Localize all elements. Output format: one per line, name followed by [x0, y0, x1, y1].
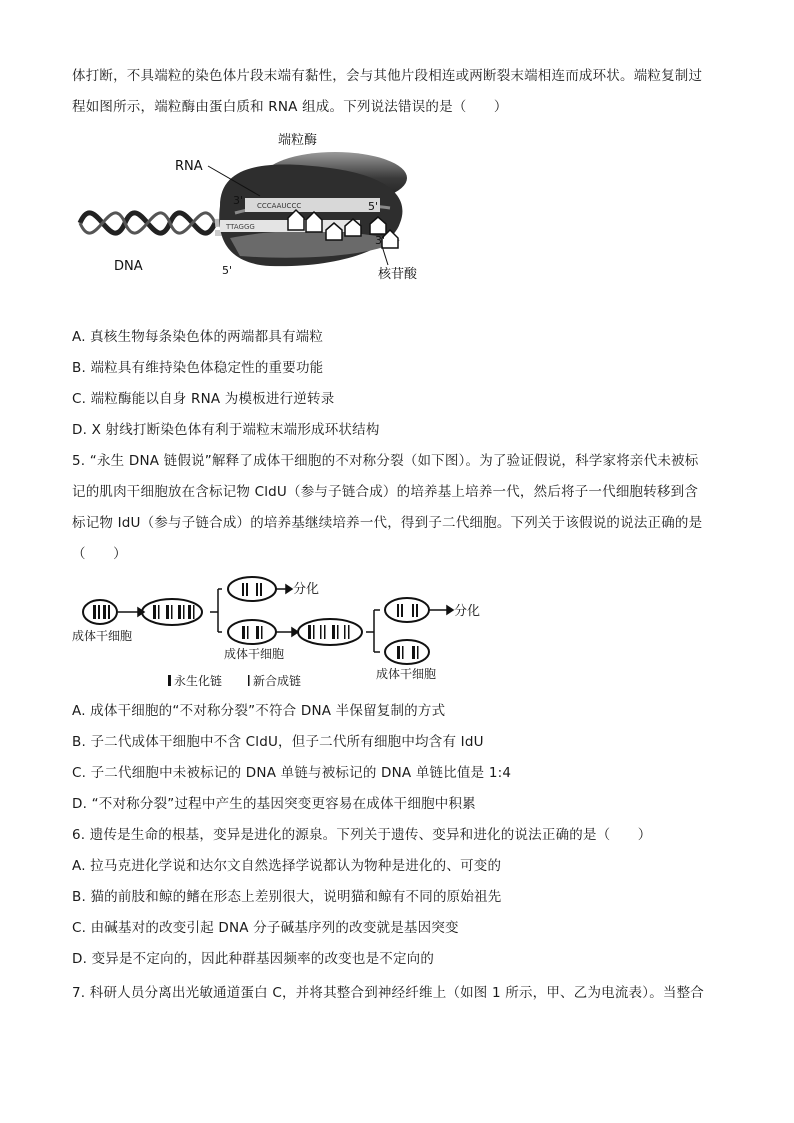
- telomerase-enzyme: [219, 152, 407, 266]
- q5-option-a: A. 成体干细胞的“不对称分裂”不符合 DNA 半保留复制的方式: [72, 703, 446, 719]
- q4-text-line-1: 体打断，不具端粒的染色体片段末端有黏性，会与其他片段相连或两断裂末端相连而成环状。端粒复制过: [72, 68, 703, 84]
- label-telomerase: 端粒酶: [278, 133, 318, 148]
- rna-sequence: CCCAAUCCC: [257, 202, 302, 210]
- q5-text-line-1: 5. “永生 DNA 链假说”解释了成体干细胞的不对称分裂（如下图）。为了验证假说，科学家将亲代未被标: [72, 453, 699, 469]
- q6-option-b: B. 猫的前肢和鲸的鳍在形态上差别很大，说明猫和鲸有不同的原始祖先: [72, 889, 502, 905]
- q5-option-c: C. 子二代细胞中未被标记的 DNA 单链与被标记的 DNA 单链比值是 1:4: [72, 765, 512, 781]
- label-stem-cell-1: 成体干细胞: [72, 629, 133, 643]
- q5-text-line-3: 标记物 IdU（参与子链合成）的培养基继续培养一代，得到子二代细胞。下列关于该假说的说法正确的是: [72, 515, 703, 531]
- label-5-prime-dna: 5': [222, 264, 233, 277]
- q4-option-d: D. X 射线打断染色体有利于端粒末端形成环状结构: [72, 422, 380, 438]
- legend-new-strand: 新合成链: [253, 674, 302, 688]
- q7-text-line-1: 7. 科研人员分离出光敏通道蛋白 C，并将其整合到神经纤维上（如图 1 所示，甲、乙为电流表）。当整合: [72, 985, 705, 1001]
- label-stem-cell-3: 成体干细胞: [376, 667, 437, 681]
- telomerase-figure: [70, 128, 440, 288]
- label-3-prime-rna: 3': [233, 194, 244, 207]
- label-5-prime-rna: 5': [368, 200, 379, 213]
- q5-text-line-4: （ ）: [72, 546, 127, 562]
- q6-option-d: D. 变异是不定向的，因此种群基因频率的改变也是不定向的: [72, 951, 435, 967]
- q6-option-c: C. 由碱基对的改变引起 DNA 分子碱基序列的改变就是基因突变: [72, 920, 459, 936]
- q4-option-a: A. 真核生物每条染色体的两端都具有端粒: [72, 329, 324, 345]
- q5-option-d: D. “不对称分裂”过程中产生的基因突变更容易在成体干细胞中积累: [72, 796, 476, 812]
- asymmetric-division-figure: [70, 572, 490, 692]
- label-rna: RNA: [175, 159, 203, 174]
- label-differentiate-2: 分化: [454, 604, 481, 619]
- q6-stem: 6. 遗传是生命的根基，变异是进化的源泉。下列关于遗传、变异和进化的说法正确的是（ ）: [72, 827, 652, 843]
- label-differentiate-1: 分化: [293, 582, 320, 597]
- q4-option-b: B. 端粒具有维持染色体稳定性的重要功能: [72, 360, 324, 376]
- label-stem-cell-2: 成体干细胞: [224, 647, 285, 661]
- q5-option-b: B. 子二代成体干细胞中不含 CldU，但子二代所有细胞中均含有 IdU: [72, 734, 484, 750]
- label-dna: DNA: [114, 259, 143, 274]
- legend-immortal-strand: 永生化链: [174, 674, 223, 688]
- label-nucleotide: 核苷酸: [378, 267, 418, 282]
- label-3-prime-dna: 3': [375, 234, 386, 247]
- dna-sequence: TTAGGG: [226, 223, 255, 231]
- q4-option-c: C. 端粒酶能以自身 RNA 为模板进行逆转录: [72, 391, 335, 407]
- q4-text-line-2: 程如图所示，端粒酶由蛋白质和 RNA 组成。下列说法错误的是（ ）: [72, 99, 508, 115]
- q5-text-line-2: 记的肌肉干细胞放在含标记物 CldU（参与子链合成）的培养基上培养一代，然后将子一代细胞转移到含: [72, 484, 699, 500]
- q6-option-a: A. 拉马克进化学说和达尔文自然选择学说都认为物种是进化的、可变的: [72, 858, 502, 874]
